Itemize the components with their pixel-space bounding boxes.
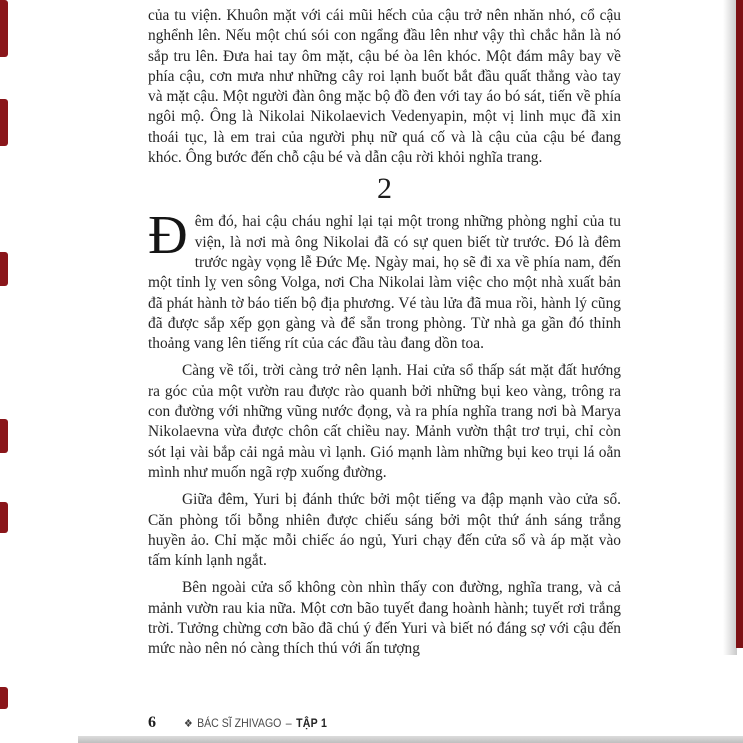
paragraph-dropcap-text: êm đó, hai cậu cháu nghỉ lại tại một trong những phòng nghỉ của tu viện, là nơi mà ông Nikolai đã có sự quen biết từ trước. Đó là đêm trước ngày vọng lễ Đức Mẹ. Ngày mai, họ sẽ đi xa về phía nam, đến một tỉnh lỵ ven sông Volga, nơi Cha Nikolai làm việc cho một nhà xuất bản đã phát hành tờ báo tiến bộ địa phương. Vé tàu lửa đã mua rồi, hành lý cũng đã được sắp xếp gọn gàng và để sẵn trong phòng. Từ nhà ga gần đó thỉnh thoảng vang lên tiếng rít của các đầu tàu đang dồn toa. [148,213,621,353]
red-edge-bar [736,0,743,648]
red-edge-segment [0,252,8,286]
footer-separator: – [285,716,292,730]
red-edge-segment [0,99,8,146]
paragraph-continuation: của tu viện. Khuôn mặt với cái mũi hếch của cậu trở nên nhăn nhó, cổ cậu nghểnh lên. Nếu một chú sói con ngẩng đầu lên như vậy thì chắc hẳn là nó sắp tru lên. Đưa hai tay ôm mặt, cậu bé òa lên khóc. Một đám mây bay về phía cậu, cơn mưa như những cây roi lạnh buốt bắt đầu quất thẳng vào tay và mặt cậu. Một người đàn ông mặc bộ đồ đen với tay áo bó sát, tiến về phía ngôi mộ. Ông là Nikolai Nikolaevich Vedenyapin, một vị linh mục đã xin thoái tục, là em trai của người phụ nữ quá cố và là cậu của cậu bé đang khóc. Ông bước đến chỗ cậu bé và dẫn cậu rời khỏi nghĩa trang. [148,7,621,167]
paragraph: Càng về tối, trời càng trở nên lạnh. Hai cửa sổ thấp sát mặt đất hướng ra góc của một vườn rau được rào quanh bởi những bụi keo vàng, trông ra con đường với những vũng nước đọng, và ra phía nghĩa trang nơi bà Marya Nikolaevna vừa được chôn cất chiều nay. Mảnh vườn thật trơ trụi, chỉ còn sót lại vài bắp cải ngả màu vì lạnh. Gió mạnh làm những bụi keo trụi lá oằn mình như muốn ngã rợp xuống đường. [148,362,621,481]
bottom-edge-strip [78,736,743,743]
paragraph: Giữa đêm, Yuri bị đánh thức bởi một tiếng va đập mạnh vào cửa sổ. Căn phòng tối bỗng nhiên được chiếu sáng bởi một thứ ánh sáng trắng huyền ảo. Chỉ mặc mỗi chiếc áo ngủ, Yuri chạy đến cửa sổ và áp mặt vào tấm kính lạnh ngắt. [148,491,621,570]
chapter-number: 2 [377,172,392,206]
page-number: 6 [148,714,156,731]
paragraph: Bên ngoài cửa sổ không còn nhìn thấy con đường, nghĩa trang, và cả mảnh vườn rau kia nữa. Một cơn bão tuyết đang hoành hành; tuyết rơi trắng trời. Tưởng chừng cơn bão đã chú ý đến Yuri và biết nó đáng sợ với cậu đến mức nào nên nó càng thích thú với ấn tượng [148,579,621,658]
red-edge-segment [0,0,8,57]
page-footer [148,714,621,732]
drop-cap-letter: Đ [148,204,188,266]
diamond-ornament-icon: ❖ [184,718,193,730]
red-edge-segment [0,502,8,533]
running-title [184,716,327,730]
red-edge-segment [0,687,8,709]
paragraph-dropcap [148,204,621,354]
red-edge-segment [0,419,8,453]
footer-volume: TẬP 1 [296,716,328,730]
page-text-column [148,6,621,660]
footer-book-title: BÁC SĨ ZHIVAGO [197,716,282,730]
page-edge-shadow [723,0,737,655]
